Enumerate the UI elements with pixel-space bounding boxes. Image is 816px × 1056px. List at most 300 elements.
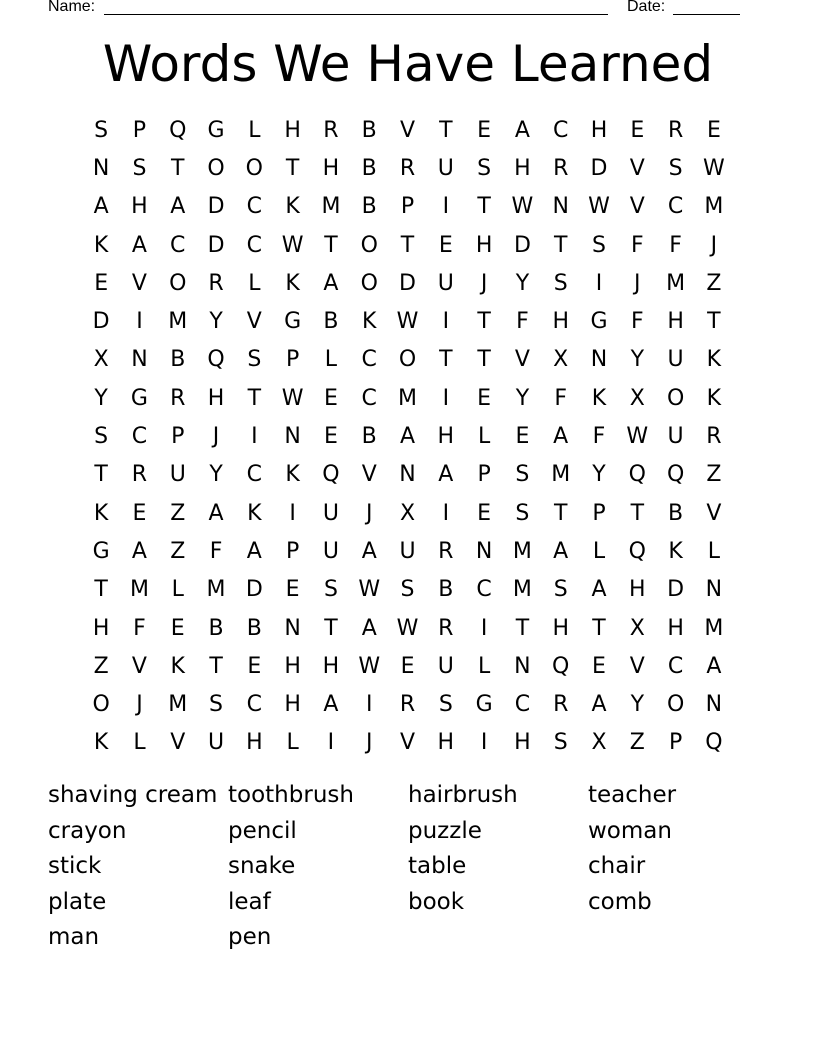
grid-letter: L — [286, 730, 299, 756]
grid-letter: Y — [94, 385, 108, 411]
grid-letter: Y — [630, 692, 645, 718]
grid-letter: L — [707, 538, 721, 564]
grid-letter: W — [588, 194, 610, 220]
grid-letter: A — [93, 194, 109, 220]
grid-letter: O — [360, 270, 378, 296]
grid-letter: K — [362, 309, 377, 335]
grid-letter: H — [590, 117, 608, 143]
grid-letter: D — [92, 309, 110, 335]
letter-grid — [82, 111, 733, 762]
grid-letter: E — [515, 424, 530, 450]
grid-letter: T — [94, 577, 108, 603]
grid-letter: Q — [705, 730, 723, 756]
grid-letter: E — [285, 577, 300, 603]
grid-letter: F — [630, 232, 644, 258]
grid-letter: F — [209, 538, 223, 564]
grid-letter: O — [398, 347, 417, 373]
word-list-item: woman — [588, 817, 672, 844]
grid-letter: J — [212, 424, 220, 450]
grid-letter: M — [398, 385, 418, 411]
grid-letter: R — [323, 117, 339, 143]
word-list-item: comb — [588, 888, 652, 915]
word-list-item: plate — [48, 888, 107, 915]
grid-letter: C — [361, 385, 377, 411]
grid-letter: T — [171, 155, 185, 181]
grid-letter: M — [551, 462, 571, 488]
grid-letter: E — [400, 653, 415, 679]
grid-letter: W — [396, 309, 419, 335]
grid-letter: S — [247, 347, 262, 373]
grid-letter: V — [629, 194, 645, 220]
grid-letter: X — [629, 615, 645, 641]
grid-letter: N — [475, 538, 493, 564]
word-list-item: table — [408, 853, 467, 880]
grid-letter: N — [284, 615, 301, 641]
grid-letter: S — [515, 462, 530, 488]
word-list-item: man — [48, 924, 100, 951]
grid-letter: T — [400, 232, 415, 258]
grid-letter: M — [704, 194, 724, 220]
grid-letter: P — [477, 462, 491, 488]
grid-letter: T — [477, 309, 491, 335]
grid-letter: V — [629, 653, 645, 679]
grid-letter: G — [92, 538, 110, 564]
grid-letter: I — [480, 615, 488, 641]
grid-letter: R — [553, 155, 569, 181]
grid-letter: R — [553, 692, 569, 718]
grid-letter: W — [281, 385, 304, 411]
grid-letter: R — [438, 615, 454, 641]
grid-letter: M — [666, 270, 686, 296]
grid-letter: E — [477, 500, 492, 526]
grid-letter: S — [477, 155, 492, 181]
grid-letter: W — [358, 653, 381, 679]
grid-letter: H — [667, 309, 684, 335]
grid-letter: Q — [169, 117, 187, 143]
grid-letter: H — [437, 424, 455, 450]
grid-letter: H — [246, 730, 263, 756]
grid-letter: F — [554, 385, 568, 411]
grid-letter: Z — [706, 462, 722, 488]
grid-letter: W — [703, 155, 725, 181]
grid-letter: H — [514, 730, 531, 756]
grid-letter: I — [251, 424, 258, 450]
grid-letter: K — [93, 232, 109, 258]
word-list-item: puzzle — [408, 817, 482, 844]
grid-letter: R — [438, 538, 454, 564]
grid-letter: M — [321, 194, 341, 220]
grid-letter: W — [281, 232, 304, 258]
grid-letter: F — [592, 424, 606, 450]
grid-letter: P — [285, 347, 300, 373]
grid-letter: M — [168, 692, 188, 718]
grid-letter: A — [323, 270, 339, 296]
grid-letter: C — [246, 194, 263, 220]
grid-letter: R — [131, 462, 148, 488]
grid-letter: Y — [630, 347, 645, 373]
grid-letter: A — [246, 538, 262, 564]
grid-letter: Y — [209, 462, 223, 488]
word-list-item: crayon — [48, 817, 127, 844]
grid-letter: Q — [666, 462, 685, 488]
grid-letter: V — [170, 730, 186, 756]
grid-letter: C — [246, 462, 263, 488]
grid-letter: S — [94, 117, 109, 143]
grid-letter: T — [630, 500, 645, 526]
grid-letter: E — [706, 117, 721, 143]
grid-letter: S — [323, 577, 338, 603]
grid-letter: T — [324, 232, 338, 258]
grid-letter: I — [327, 730, 335, 756]
grid-letter: S — [400, 577, 415, 603]
grid-letter: E — [592, 653, 606, 679]
grid-letter: W — [626, 424, 649, 450]
grid-letter: X — [629, 385, 645, 411]
page-title: Words We Have Learned — [102, 35, 714, 93]
grid-letter: Q — [628, 538, 646, 564]
grid-letter: A — [131, 232, 147, 258]
grid-letter: D — [207, 194, 225, 220]
grid-letter: T — [477, 194, 491, 220]
grid-letter: S — [94, 424, 109, 450]
date-label: Date: — [627, 0, 666, 15]
grid-letter: K — [247, 500, 262, 526]
grid-letter: A — [323, 692, 339, 718]
grid-letter: S — [132, 155, 147, 181]
grid-letter: Y — [209, 309, 223, 335]
grid-letter: L — [592, 538, 606, 564]
grid-letter: A — [170, 194, 186, 220]
grid-letter: J — [365, 500, 373, 526]
grid-letter: E — [94, 270, 109, 296]
grid-letter: D — [513, 232, 531, 258]
grid-letter: A — [361, 538, 377, 564]
grid-letter: S — [438, 692, 453, 718]
grid-letter: Y — [515, 270, 530, 296]
word-list-item: book — [408, 888, 465, 915]
grid-letter: K — [285, 462, 300, 488]
grid-letter: I — [480, 730, 488, 756]
grid-letter: E — [247, 653, 262, 679]
grid-letter: L — [248, 270, 261, 296]
word-list-item: stick — [48, 853, 102, 880]
grid-letter: I — [442, 500, 450, 526]
word-list-item: leaf — [228, 888, 271, 915]
grid-letter: V — [246, 309, 262, 335]
grid-letter: Q — [322, 462, 340, 488]
grid-letter: E — [477, 385, 492, 411]
date-blank-line — [673, 14, 740, 15]
grid-letter: M — [168, 309, 188, 335]
grid-letter: K — [591, 385, 607, 411]
grid-letter: Z — [706, 270, 722, 296]
grid-letter: E — [630, 117, 645, 143]
grid-letter: P — [668, 730, 683, 756]
grid-letter: H — [437, 730, 455, 756]
grid-letter: A — [131, 538, 147, 564]
grid-letter: A — [208, 500, 224, 526]
grid-letter: E — [477, 117, 492, 143]
grid-letter: Y — [515, 385, 530, 411]
grid-letter: U — [207, 730, 225, 756]
grid-letter: K — [706, 347, 722, 373]
grid-letter: K — [285, 270, 300, 296]
grid-letter: H — [284, 653, 301, 679]
grid-letter: F — [133, 615, 146, 641]
grid-letter: F — [630, 309, 644, 335]
grid-letter: X — [399, 500, 416, 526]
grid-letter: V — [361, 462, 377, 488]
grid-letter: H — [207, 385, 225, 411]
grid-letter: H — [629, 577, 646, 603]
grid-letter: K — [93, 500, 109, 526]
grid-letter: N — [284, 424, 301, 450]
word-list-item: shaving cream — [48, 782, 218, 808]
grid-letter: A — [514, 117, 530, 143]
grid-letter: P — [132, 117, 147, 143]
grid-letter: O — [666, 692, 685, 718]
grid-letter: Y — [592, 462, 606, 488]
grid-letter: B — [361, 117, 377, 143]
grid-letter: V — [131, 653, 147, 679]
grid-letter: F — [669, 232, 682, 258]
grid-letter: N — [131, 347, 148, 373]
grid-letter: B — [438, 577, 454, 603]
grid-letter: Q — [552, 653, 570, 679]
grid-letter: M — [704, 615, 724, 641]
grid-letter: I — [442, 385, 450, 411]
grid-letter: I — [442, 309, 450, 335]
grid-letter: S — [592, 232, 606, 258]
grid-letter: P — [400, 194, 415, 220]
grid-letter: T — [439, 117, 453, 143]
grid-letter: I — [365, 692, 373, 718]
grid-letter: B — [323, 309, 339, 335]
grid-letter: B — [361, 424, 377, 450]
grid-letter: W — [396, 615, 419, 641]
grid-letter: L — [477, 424, 491, 450]
name-label: Name: — [48, 0, 96, 15]
grid-letter: R — [706, 424, 722, 450]
grid-letter: T — [247, 385, 262, 411]
grid-letter: O — [92, 692, 110, 718]
grid-letter: T — [477, 347, 491, 373]
grid-letter: T — [553, 500, 568, 526]
grid-letter: Z — [170, 500, 186, 526]
grid-letter: R — [399, 692, 416, 718]
grid-letter: H — [475, 232, 493, 258]
grid-letter: K — [285, 194, 300, 220]
grid-letter: K — [706, 385, 722, 411]
grid-letter: T — [209, 653, 223, 679]
grid-letter: J — [710, 232, 718, 258]
name-blank-line — [104, 14, 608, 15]
grid-letter: T — [324, 615, 338, 641]
grid-letter: W — [358, 577, 381, 603]
word-list — [48, 778, 768, 956]
grid-letter: F — [516, 309, 529, 335]
grid-letter: U — [437, 155, 454, 181]
grid-letter: C — [667, 653, 684, 679]
grid-letter: H — [284, 692, 301, 718]
grid-letter: H — [322, 653, 340, 679]
grid-letter: C — [476, 577, 492, 603]
grid-letter: O — [169, 270, 187, 296]
grid-letter: V — [131, 270, 147, 296]
grid-letter: J — [634, 270, 641, 296]
grid-letter: T — [553, 232, 568, 258]
grid-letter: V — [514, 347, 530, 373]
grid-letter: U — [322, 500, 339, 526]
word-list-item: pencil — [228, 817, 297, 844]
grid-letter: K — [93, 730, 109, 756]
grid-letter: A — [438, 462, 454, 488]
grid-letter: R — [399, 155, 416, 181]
grid-letter: B — [361, 155, 377, 181]
grid-letter: H — [131, 194, 148, 220]
grid-letter: U — [667, 347, 684, 373]
grid-letter: H — [552, 309, 569, 335]
grid-letter: S — [553, 577, 568, 603]
grid-letter: B — [246, 615, 262, 641]
grid-letter: N — [552, 194, 569, 220]
grid-letter: S — [668, 155, 683, 181]
grid-letter: Q — [207, 347, 225, 373]
grid-letter: D — [590, 155, 608, 181]
grid-letter: C — [170, 232, 186, 258]
grid-letter: K — [170, 653, 185, 679]
grid-letter: L — [133, 730, 146, 756]
grid-letter: E — [170, 615, 185, 641]
grid-letter: A — [361, 615, 377, 641]
grid-letter: X — [591, 730, 607, 756]
grid-letter: K — [668, 538, 683, 564]
word-list-item: toothbrush — [228, 782, 354, 808]
grid-letter: B — [170, 347, 186, 373]
grid-letter: H — [322, 155, 340, 181]
grid-letter: C — [667, 194, 684, 220]
grid-letter: D — [245, 577, 263, 603]
grid-letter: N — [92, 155, 110, 181]
grid-letter: G — [475, 692, 493, 718]
grid-letter: V — [629, 155, 645, 181]
grid-letter: O — [360, 232, 378, 258]
grid-letter: V — [399, 730, 416, 756]
grid-letter: Z — [170, 538, 186, 564]
grid-letter: B — [361, 194, 377, 220]
word-list-item: snake — [228, 853, 296, 880]
grid-letter: X — [553, 347, 569, 373]
grid-letter: P — [285, 538, 300, 564]
grid-letter: S — [553, 270, 568, 296]
grid-letter: R — [667, 117, 684, 143]
grid-letter: M — [129, 577, 149, 603]
grid-letter: J — [136, 692, 143, 718]
word-list-item: hairbrush — [408, 782, 518, 808]
grid-letter: H — [514, 155, 531, 181]
grid-letter: A — [591, 692, 607, 718]
grid-letter: A — [399, 424, 416, 450]
grid-letter: U — [437, 653, 454, 679]
grid-letter: I — [442, 194, 450, 220]
grid-letter: D — [399, 270, 416, 296]
grid-letter: E — [132, 500, 147, 526]
grid-letter: M — [206, 577, 226, 603]
word-list-item: pen — [228, 924, 272, 951]
grid-letter: Q — [628, 462, 646, 488]
grid-letter: P — [171, 424, 185, 450]
grid-letter: T — [94, 462, 108, 488]
grid-letter: C — [246, 232, 263, 258]
grid-letter: N — [705, 692, 723, 718]
grid-letter: T — [515, 615, 530, 641]
grid-letter: C — [553, 117, 569, 143]
grid-letter: G — [207, 117, 225, 143]
grid-letter: G — [130, 385, 148, 411]
grid-letter: H — [284, 117, 301, 143]
grid-letter: G — [284, 309, 302, 335]
grid-letter: L — [248, 117, 261, 143]
grid-letter: A — [706, 653, 722, 679]
grid-letter: S — [553, 730, 568, 756]
grid-letter: I — [136, 309, 143, 335]
grid-letter: Z — [629, 730, 645, 756]
grid-letter: D — [207, 232, 225, 258]
grid-letter: T — [707, 309, 721, 335]
name-date-header — [0, 0, 816, 18]
grid-letter: H — [552, 615, 569, 641]
grid-letter: J — [480, 270, 488, 296]
grid-letter: L — [477, 653, 491, 679]
grid-letter: D — [667, 577, 685, 603]
grid-letter: N — [705, 577, 723, 603]
grid-letter: L — [324, 347, 338, 373]
grid-letter: P — [592, 500, 606, 526]
grid-letter: V — [706, 500, 722, 526]
grid-letter: G — [590, 309, 608, 335]
grid-letter: S — [515, 500, 530, 526]
grid-letter: I — [289, 500, 296, 526]
grid-letter: W — [511, 194, 534, 220]
grid-letter: X — [93, 347, 109, 373]
word-list-item: chair — [588, 853, 646, 880]
grid-letter: H — [92, 615, 110, 641]
grid-letter: N — [399, 462, 416, 488]
grid-letter: I — [595, 270, 603, 296]
grid-letter: N — [590, 347, 608, 373]
grid-letter: U — [437, 270, 454, 296]
grid-letter: T — [285, 155, 300, 181]
grid-letter: H — [667, 615, 684, 641]
grid-letter: E — [323, 424, 338, 450]
grid-letter: C — [131, 424, 148, 450]
grid-letter: O — [207, 155, 225, 181]
grid-letter: U — [322, 538, 339, 564]
grid-letter: C — [246, 692, 263, 718]
grid-letter: N — [514, 653, 531, 679]
grid-letter: T — [592, 615, 606, 641]
grid-letter: C — [361, 347, 377, 373]
grid-letter: C — [514, 692, 531, 718]
grid-letter: A — [553, 538, 569, 564]
grid-letter: O — [245, 155, 263, 181]
grid-letter: L — [171, 577, 184, 603]
grid-letter: M — [512, 538, 532, 564]
grid-letter: T — [439, 347, 453, 373]
grid-letter: U — [169, 462, 186, 488]
word-list-item: teacher — [588, 782, 677, 808]
grid-letter: M — [512, 577, 532, 603]
